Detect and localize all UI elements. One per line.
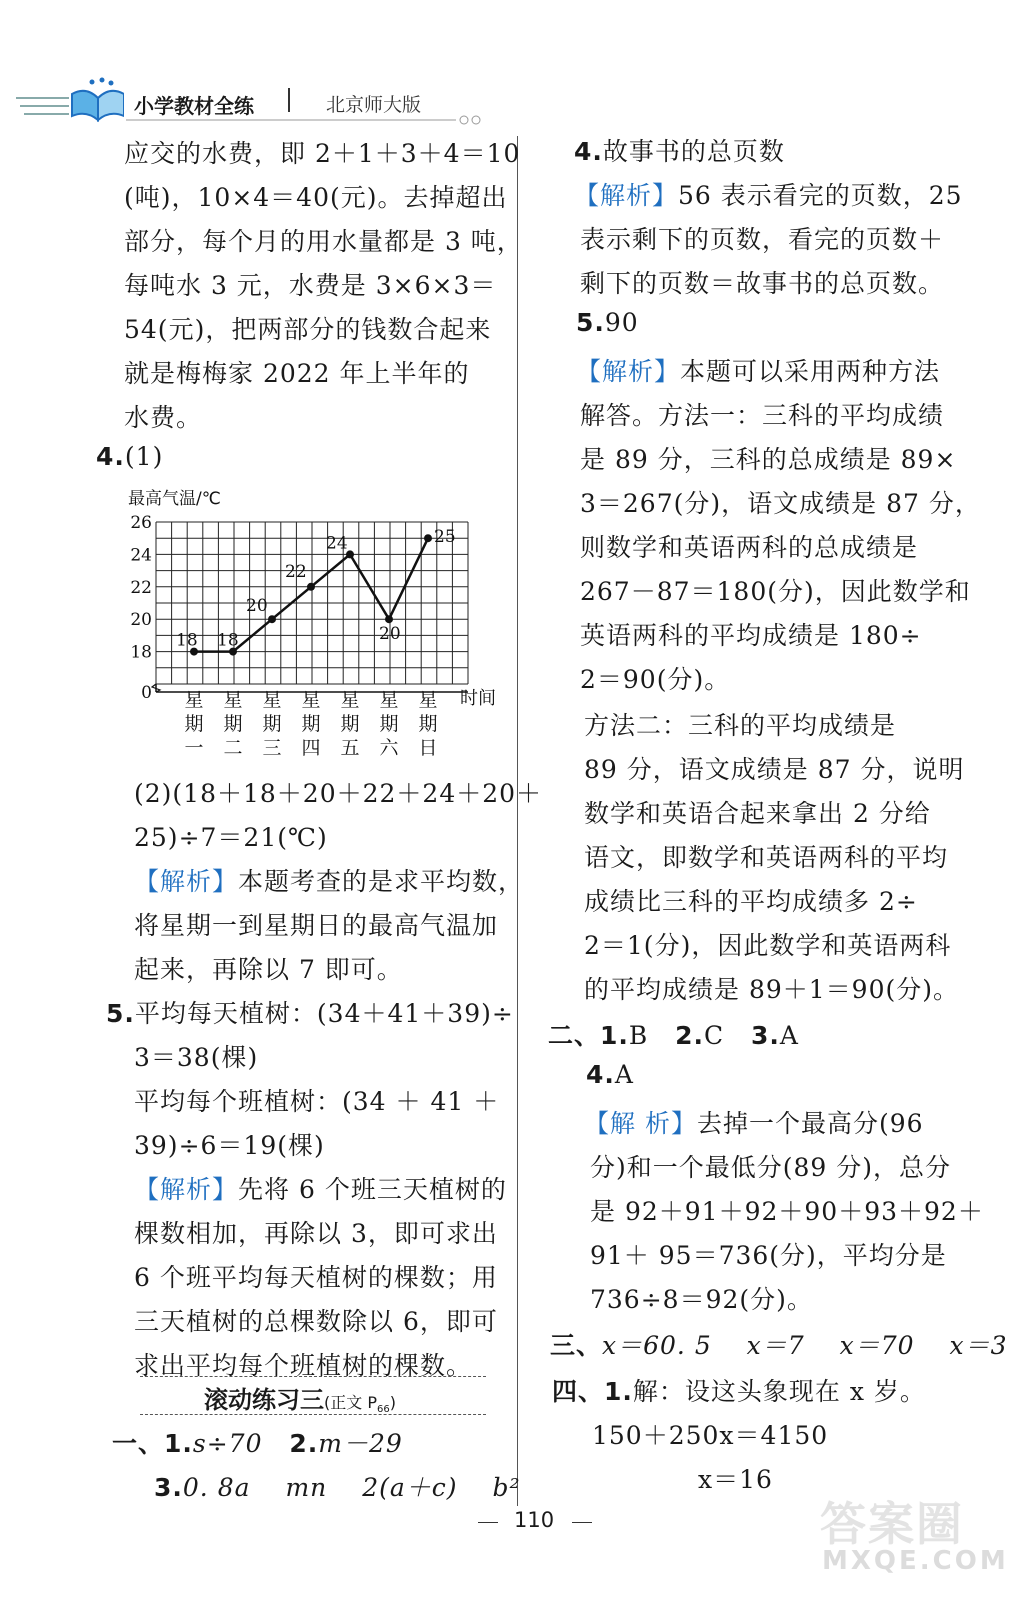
text-line: 表示剩下的页数，看完的页数＋ xyxy=(580,225,945,254)
text-line: (2)(18＋18＋20＋22＋24＋20＋ xyxy=(134,779,543,808)
text-line: 求出平均每个班植树的棵数。 xyxy=(134,1351,473,1380)
header-divider xyxy=(288,88,290,112)
y-tick-label: 24 xyxy=(130,545,152,566)
text-line: 方法二：三科的平均成绩是 xyxy=(584,711,897,740)
question-number: 三、 xyxy=(550,1331,603,1360)
column-divider xyxy=(517,136,518,1506)
question-number: 3. xyxy=(154,1473,183,1502)
data-label: 18 xyxy=(176,630,198,651)
page-number: 110 xyxy=(514,1508,555,1532)
question-number: 4. xyxy=(96,442,125,471)
section-rule-bottom xyxy=(140,1414,486,1415)
watermark-url: MXQE.COM xyxy=(822,1546,1009,1576)
question-5-line: 5.90 xyxy=(576,308,639,337)
question-number: 一、1. xyxy=(112,1429,193,1458)
x-tick-label: 星 xyxy=(418,689,438,711)
x-tick-label: 一 xyxy=(184,737,204,759)
question-number: 5. xyxy=(576,308,605,337)
section-rule-top xyxy=(140,1376,486,1377)
y-tick-label: 26 xyxy=(130,513,152,533)
question-number: 4. xyxy=(574,137,603,166)
text-line: 则数学和英语两科的总成绩是 xyxy=(580,533,919,562)
answer-line: 二、1.B 2.C 3.A xyxy=(548,1021,799,1050)
x-tick-label: 期 xyxy=(340,713,360,735)
data-label: 20 xyxy=(379,624,401,645)
data-point xyxy=(268,615,276,623)
x-tick-label: 星 xyxy=(379,689,399,711)
text-line: 部分，每个月的用水量都是 3 吨， xyxy=(124,227,523,256)
question-number: 2. xyxy=(289,1429,319,1458)
text-line: 棵数相加，再除以 3，即可求出 xyxy=(134,1219,498,1248)
x-tick-label: 期 xyxy=(379,713,399,735)
data-label: 24 xyxy=(326,533,348,554)
x-tick-label: 四 xyxy=(301,737,321,759)
text-line: 3＝267(分)，语文成绩是 87 分， xyxy=(580,489,981,518)
answer-line: 三、x＝60. 5 x＝7 x＝70 x＝3 xyxy=(550,1331,1008,1360)
x-tick-label: 三 xyxy=(262,737,282,759)
text-line: 25)÷7＝21(℃) xyxy=(134,823,328,852)
data-label: 25 xyxy=(434,527,456,548)
question-number: 3. xyxy=(751,1021,780,1050)
question-number: 5. xyxy=(106,999,135,1028)
y-tick-label: 20 xyxy=(130,610,152,631)
x-tick-label: 二 xyxy=(223,737,243,759)
text-line: 54(元)，把两部分的钱数合起来 xyxy=(124,315,492,344)
x-tick-label: 期 xyxy=(262,713,282,735)
series-title: 小学教材全练 xyxy=(134,94,254,118)
text-line: 3＝38(棵) xyxy=(134,1043,259,1072)
analysis-line: 【解析】本题可以采用两种方法 xyxy=(576,357,941,386)
answer-line: 4.A xyxy=(586,1060,634,1089)
data-label: 22 xyxy=(285,561,307,582)
text-line: 起来，再除以 7 即可。 xyxy=(134,955,403,984)
answer-line: 四、1.解：设这头象现在 x 岁。 xyxy=(552,1377,926,1406)
watermark-title: 答案圈 xyxy=(820,1497,964,1551)
question-5-line: 5.平均每天植树：(34＋41＋39)÷ xyxy=(106,999,514,1028)
question-number: 4. xyxy=(586,1060,615,1089)
x-tick-label: 星 xyxy=(223,689,243,711)
text-line: 应交的水费，即 2＋1＋3＋4＝10 xyxy=(124,139,521,168)
x-tick-label: 期 xyxy=(301,713,321,735)
temperature-line-chart xyxy=(116,480,506,760)
x-tick-label: 六 xyxy=(379,737,399,759)
x-tick-label: 星 xyxy=(301,689,321,711)
question-number: 2. xyxy=(675,1021,705,1050)
y-tick-label: 18 xyxy=(130,642,152,663)
edition-label: 北京师大版 xyxy=(326,94,422,116)
equation-line: x＝16 xyxy=(698,1465,773,1494)
analysis-line: 【解析】先将 6 个班三天植树的 xyxy=(134,1175,507,1204)
analysis-line: 【解 析】去掉一个最高分(96 xyxy=(584,1109,924,1138)
x-tick-label: 星 xyxy=(340,689,360,711)
x-tick-label: 期 xyxy=(223,713,243,735)
answer-line: 一、1.s÷70 2.m－29 xyxy=(112,1429,403,1458)
analysis-tag: 【解析】 xyxy=(574,181,679,210)
data-label: 20 xyxy=(246,596,268,617)
text-line: 三天植树的总棵数除以 6，即可 xyxy=(134,1307,498,1336)
text-line: 水费。 xyxy=(124,403,203,432)
text-line: 将星期一到星期日的最高气温加 xyxy=(134,911,499,940)
analysis-tag: 【解析】 xyxy=(134,867,239,896)
text-line: 平均每个班植树：(34 ＋ 41 ＋ xyxy=(134,1087,500,1116)
text-line: 数学和英语合起来拿出 2 分给 xyxy=(584,799,931,828)
answer-line: 3.0. 8a mn 2(a＋c) b² xyxy=(154,1473,521,1502)
text-line: 6 个班平均每天植树的棵数；用 xyxy=(134,1263,498,1292)
text-line: 89 分，语文成绩是 87 分，说明 xyxy=(584,755,965,784)
x-tick-label: 星 xyxy=(184,689,204,711)
data-point xyxy=(385,615,393,623)
text-line: 成绩比三科的平均成绩多 2÷ xyxy=(584,887,918,916)
y-axis-label: 最高气温/℃ xyxy=(128,489,221,509)
data-point xyxy=(424,534,432,542)
y-tick-label: 22 xyxy=(130,577,152,598)
analysis-tag: 【解 析】 xyxy=(584,1109,697,1138)
footer-dash-right xyxy=(572,1522,592,1523)
text-line: 英语两科的平均成绩是 180÷ xyxy=(580,621,922,650)
text-line: 267－87＝180(分)，因此数学和 xyxy=(580,577,971,606)
text-line: 2＝1(分)，因此数学和英语两科 xyxy=(584,931,952,960)
analysis-line: 【解析】本题考查的是求平均数， xyxy=(134,867,525,896)
text-line: 2＝90(分)。 xyxy=(580,665,731,694)
text-line: 解答。方法一：三科的平均成绩 xyxy=(580,401,945,430)
x-tick-label: 期 xyxy=(184,713,204,735)
text-line: 每吨水 3 元，水费是 3×6×3＝ xyxy=(124,271,497,300)
x-tick-label: 日 xyxy=(418,737,438,759)
text-line: 91＋ 95＝736(分)，平均分是 xyxy=(590,1241,947,1270)
x-tick-label: 星 xyxy=(262,689,282,711)
analysis-tag: 【解析】 xyxy=(134,1175,239,1204)
y-tick-label: 0 xyxy=(141,683,152,703)
question-4-line: 4.(1) xyxy=(96,442,164,471)
data-point xyxy=(307,583,315,591)
text-line: 39)÷6＝19(棵) xyxy=(134,1131,325,1160)
text-line: 分)和一个最低分(89 分)，总分 xyxy=(590,1153,952,1182)
text-line: 剩下的页数＝故事书的总页数。 xyxy=(580,269,945,298)
analysis-line: 【解析】56 表示看完的页数，25 xyxy=(574,181,963,210)
text-line: 就是梅梅家 2022 年上半年的 xyxy=(124,359,470,388)
text-line: 语文，即数学和英语两科的平均 xyxy=(584,843,949,872)
x-axis-label: 时间 xyxy=(460,688,496,709)
data-label: 18 xyxy=(217,630,239,651)
question-4-line: 4.故事书的总页数 xyxy=(574,137,785,166)
footer-dash-left xyxy=(478,1522,498,1523)
book-logo-icon xyxy=(14,76,124,126)
text-line: 是 92＋91＋92＋90＋93＋92＋ xyxy=(590,1197,984,1226)
analysis-tag: 【解析】 xyxy=(576,357,681,386)
section-title-line xyxy=(204,1380,396,1415)
header-rule xyxy=(126,114,486,128)
equation-line: 150＋250x＝4150 xyxy=(592,1421,829,1450)
x-tick-label: 期 xyxy=(418,713,438,735)
x-tick-label: 五 xyxy=(340,737,360,759)
text-line: 736÷8＝92(分)。 xyxy=(590,1285,813,1314)
text-line: 是 89 分，三科的总成绩是 89× xyxy=(580,445,957,474)
question-number: 二、1. xyxy=(548,1021,629,1050)
section-ref: (正文 $P_{66}$) xyxy=(324,1393,396,1416)
section-title: 滚动练习三 xyxy=(204,1386,324,1414)
text-line: 的平均成绩是 89＋1＝90(分)。 xyxy=(584,975,959,1004)
text-line: (吨)，10×4＝40(元)。去掉超出 xyxy=(124,183,508,212)
question-number: 四、1. xyxy=(552,1377,633,1406)
